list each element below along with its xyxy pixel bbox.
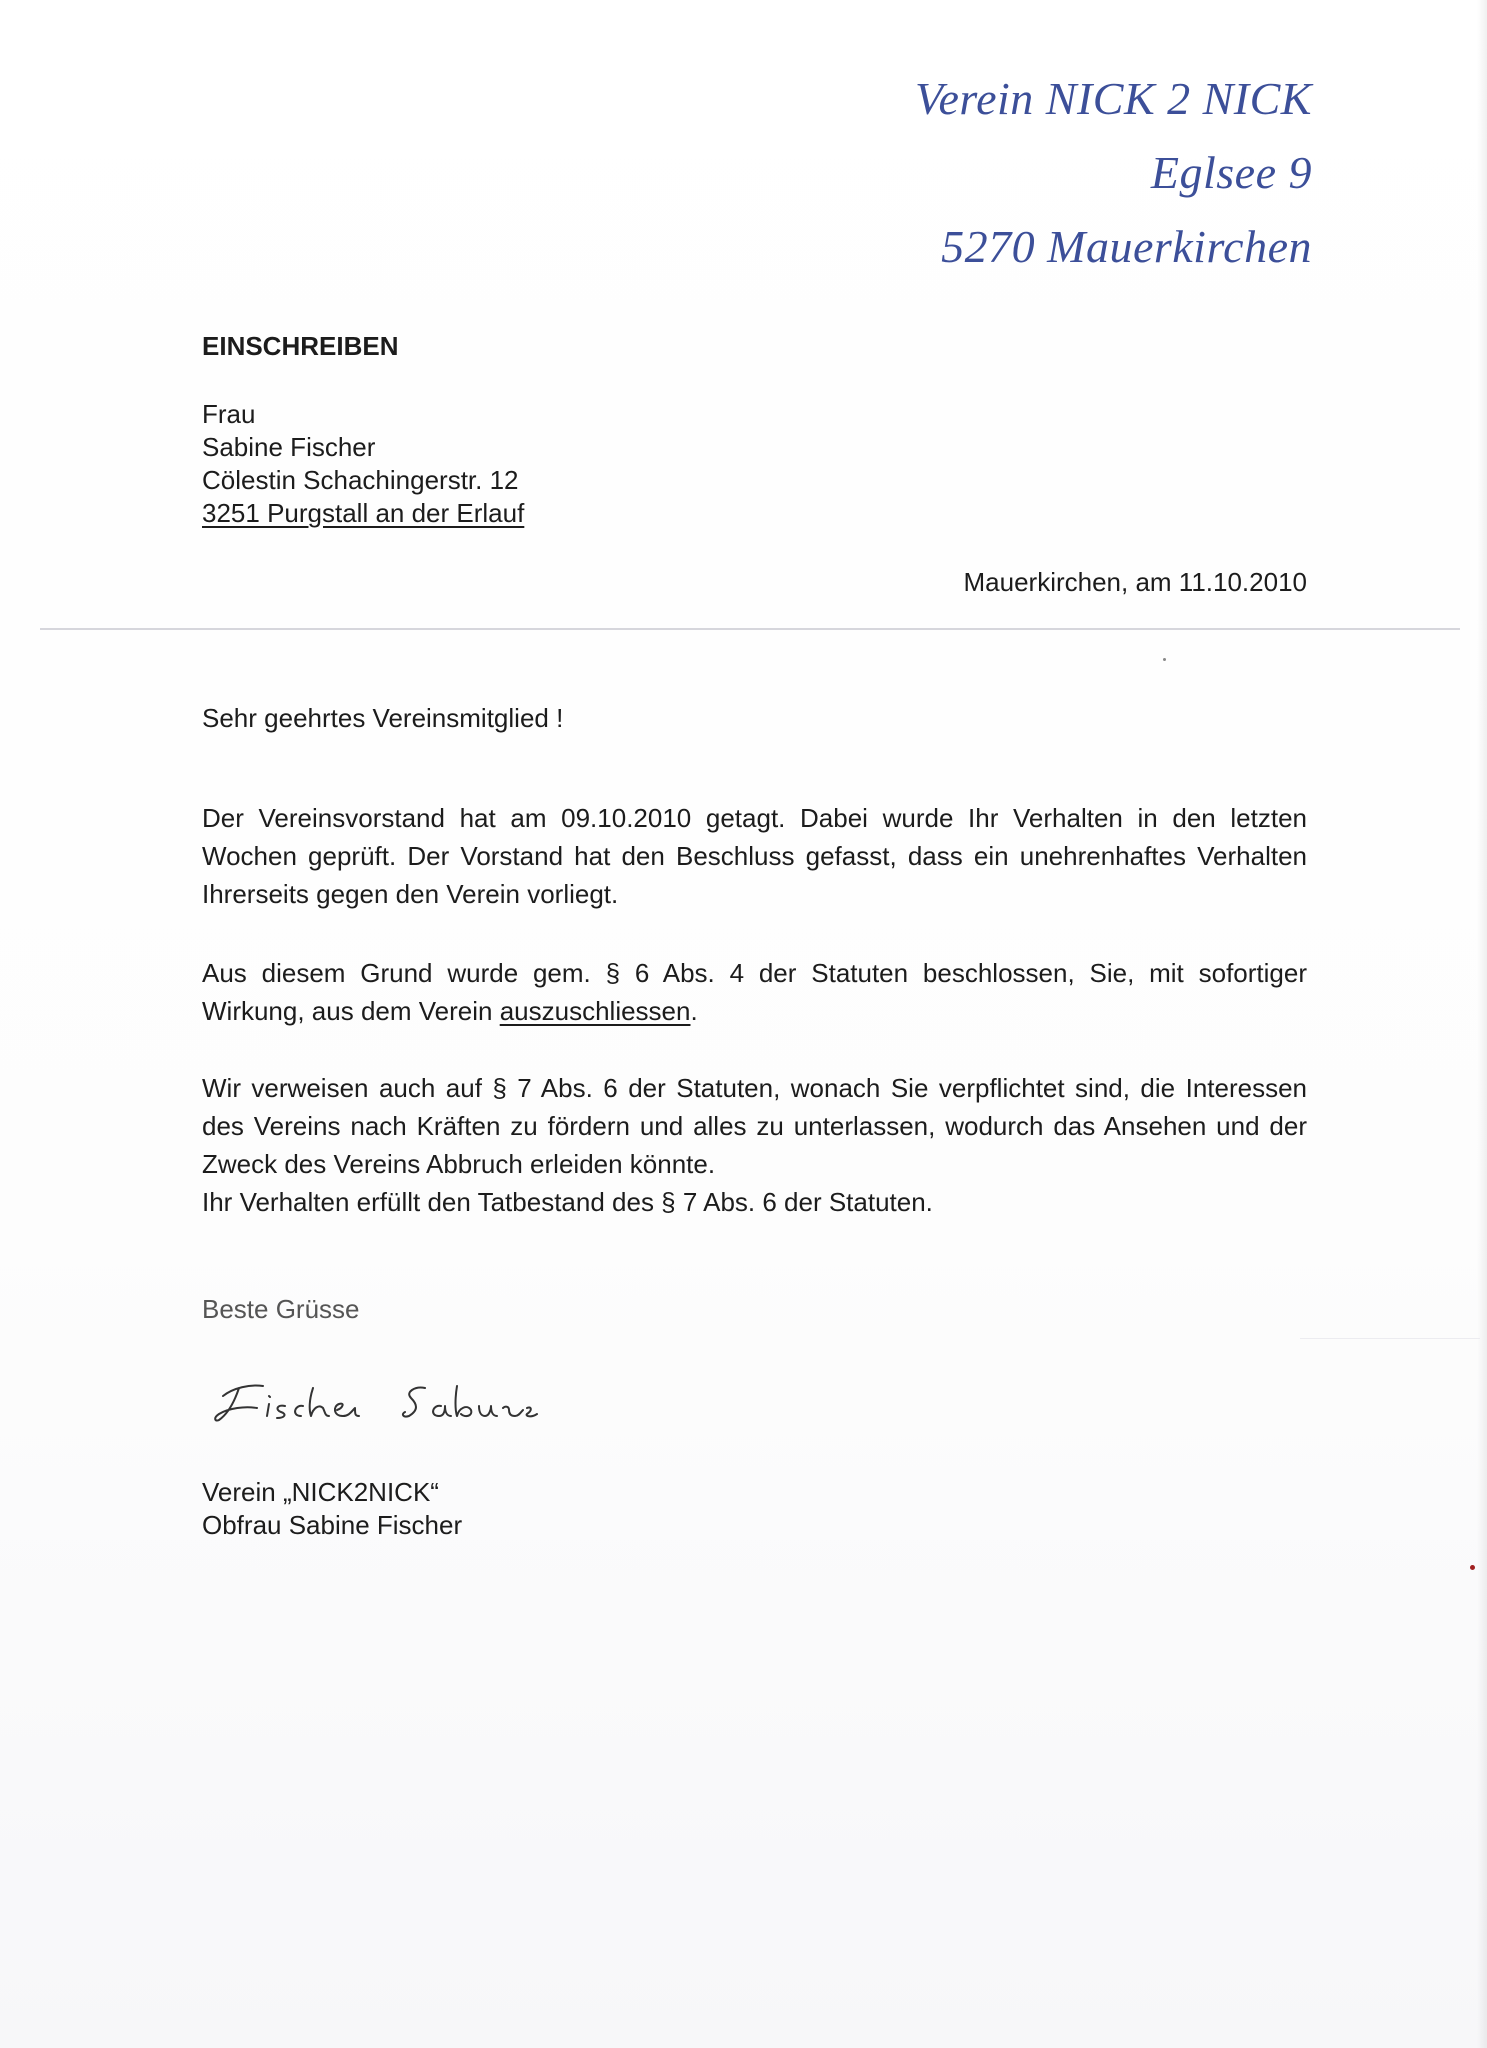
signoff-block: [202, 1476, 462, 1542]
page-edge-shadow: [1477, 0, 1487, 2048]
signoff-organization: Verein „NICK2NICK“: [202, 1477, 439, 1507]
handwritten-signature: [205, 1358, 545, 1438]
exclusion-keyword: auszuschliessen: [499, 996, 691, 1026]
letterhead-city: 5270 Mauerkirchen: [941, 221, 1312, 272]
fold-line-faint: [1300, 1338, 1480, 1339]
paragraph-statutes-conclusion: Ihr Verhalten erfüllt den Tatbestand des § 7 Abs. 6 der Statuten.: [202, 1187, 933, 1217]
paragraph-exclusion-end: .: [690, 996, 698, 1026]
paragraph-statutes: [202, 1069, 1307, 1221]
registered-mail-label: EINSCHREIBEN: [202, 331, 399, 361]
paragraph-decision-text: Der Vereinsvorstand hat am 09.10.2010 getagt. Dabei wurde Ihr Verhalten in den letzten Wochen geprüft. Der Vorstand hat den Beschluss gefasst, dass ein unehrenhaftes Verhalten Ihrerseits gegen den Verein vorliegt.: [202, 803, 1307, 909]
paragraph-decision: [202, 799, 1307, 913]
signoff-role: Obfrau Sabine Fischer: [202, 1510, 463, 1540]
letterhead-street: Eglsee 9: [1150, 147, 1312, 198]
recipient-city: 3251 Purgstall an der Erlauf: [202, 498, 525, 528]
recipient-address: [202, 398, 524, 530]
recipient-title: Frau: [202, 399, 256, 429]
letterhead: [915, 62, 1312, 284]
fold-line: [40, 628, 1460, 630]
red-ink-speck: [1470, 1565, 1475, 1570]
paragraph-exclusion-text: Aus diesem Grund wurde gem. § 6 Abs. 4 der Statuten beschlossen, Sie, mit sofortiger Wirkung, aus dem Verein: [202, 958, 1307, 1026]
salutation: Sehr geehrtes Vereinsmitglied !: [202, 703, 564, 733]
recipient-street: Cölestin Schachingerstr. 12: [202, 465, 519, 495]
date-line: Mauerkirchen, am 11.10.2010: [963, 567, 1307, 597]
scan-speck: [1163, 658, 1166, 661]
paragraph-statutes-text: Wir verweisen auch auf § 7 Abs. 6 der Statuten, wonach Sie verpflichtet sind, die Interessen des Vereins nach Kräften zu fördern und alles zu unterlassen, wodurch das Ansehen und der Zweck des Vereins Abbruch erleiden könnte.: [202, 1073, 1307, 1179]
closing-greeting: Beste Grüsse: [202, 1294, 360, 1324]
letterhead-org: Verein NICK 2 NICK: [914, 73, 1312, 124]
recipient-name: Sabine Fischer: [202, 432, 376, 462]
paragraph-exclusion: [202, 954, 1307, 1030]
